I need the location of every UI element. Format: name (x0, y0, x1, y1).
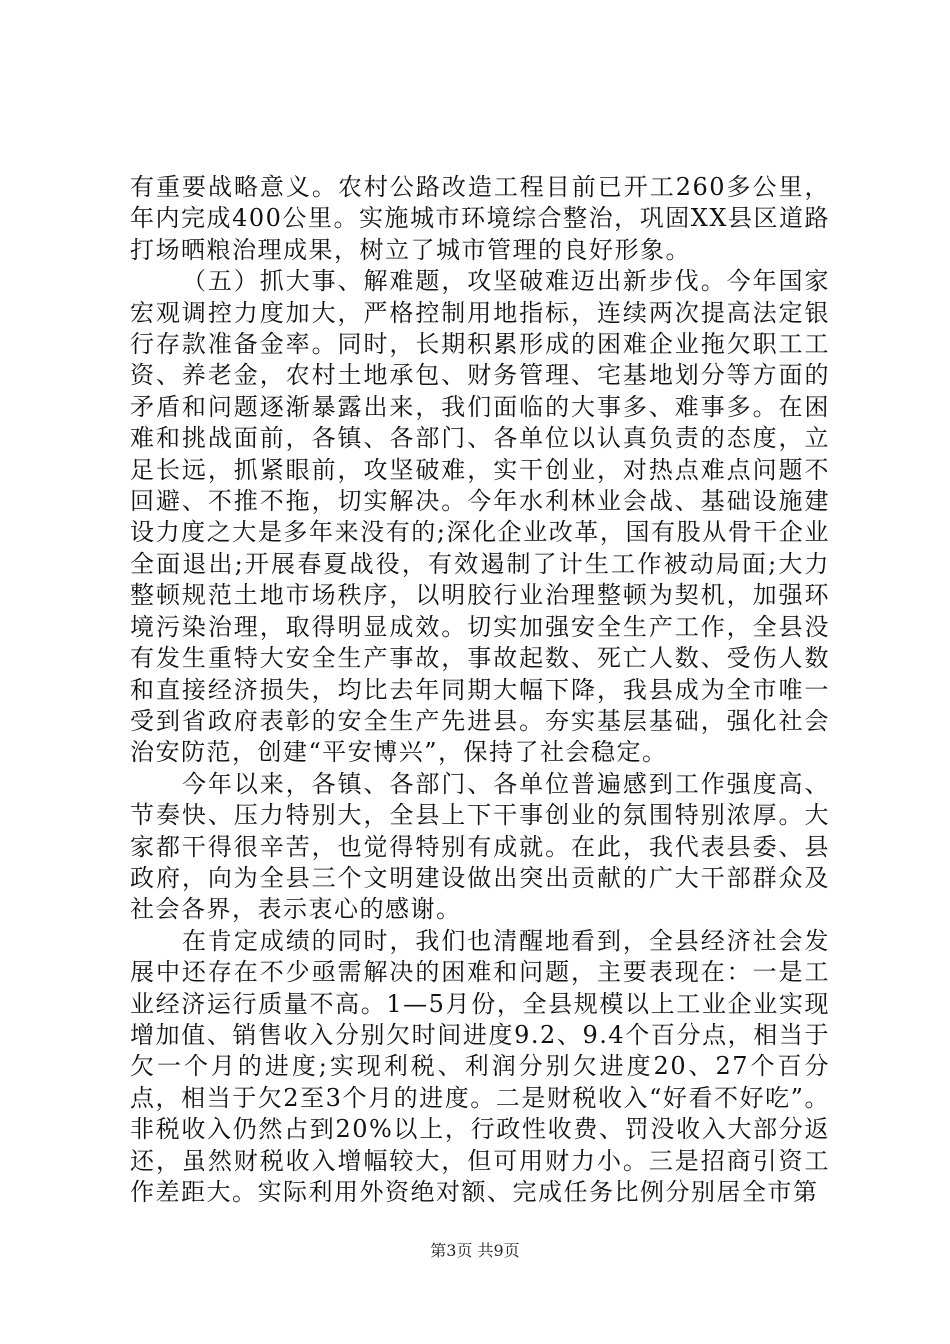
paragraph-problems: 在肯定成绩的同时，我们也清醒地看到，全县经济社会发展中还存在不少亟需解决的困难和问题，主要表现在：一是工业经济运行质量不高。1—5月份，全县规模以上工业企业实现增加值、销售收入分别欠时间进度9.2、9.4个百分点，相当于欠一个月的进度;实现利税、利润分别欠进度20、27个百分点，相当于欠2至3个月的进度。二是财税收入“好看不好吃”。非税收入仍然占到20%以上，行政性收费、罚没收入大部分返还，虽然财税收入增幅较大，但可用财力小。三是招商引资工作差距大。实际利用外资绝对额、完成任务比例分别居全市第 (130, 926, 830, 1206)
document-body (130, 172, 830, 1208)
page-footer (0, 1240, 950, 1262)
paragraph-thanks: 今年以来，各镇、各部门、各单位普遍感到工作强度高、节奏快、压力特别大，全县上下干事创业的氛围特别浓厚。大家都干得很辛苦，也觉得特别有成就。在此，我代表县委、县政府，向为全县三个文明建设做出突出贡献的广大干部群众及社会各界，表示衷心的感谢。 (130, 769, 830, 924)
paragraph-section-five: （五）抓大事、解难题，攻坚破难迈出新步伐。今年国家宏观调控力度加大，严格控制用地指标，连续两次提高法定银行存款准备金率。同时，长期积累形成的困难企业拖欠职工工资、养老金，农村土地承包、财务管理、宅基地划分等方面的矛盾和问题逐渐暴露出来，我们面临的大事多、难事多。在困难和挑战面前，各镇、各部门、各单位以认真负责的态度，立足长远，抓紧眼前，攻坚破难，实干创业，对热点难点问题不回避、不推不拖，切实解决。今年水利林业会战、基础设施建设力度之大是多年来没有的;深化企业改革，国有股从骨干企业全面退出;开展春夏战役，有效遏制了计生工作被动局面;大力整顿规范土地市场秩序，以明胶行业治理整顿为契机，加强环境污染治理，取得明显成效。切实加强安全生产工作，全县没有发生重特大安全生产事故，事故起数、死亡人数、受伤人数和直接经济损失，均比去年同期大幅下降，我县成为全市唯一受到省政府表彰的安全生产先进县。夯实基层基础，强化社会治安防范，创建“平安博兴”，保持了社会稳定。 (130, 267, 830, 767)
paragraph-continuation: 有重要战略意义。农村公路改造工程目前已开工260多公里，年内完成400公里。实施城市环境综合整治，巩固XX县区道路打场晒粮治理成果，树立了城市管理的良好形象。 (130, 173, 830, 264)
page-number: 第3页 共9页 (430, 1241, 520, 1260)
